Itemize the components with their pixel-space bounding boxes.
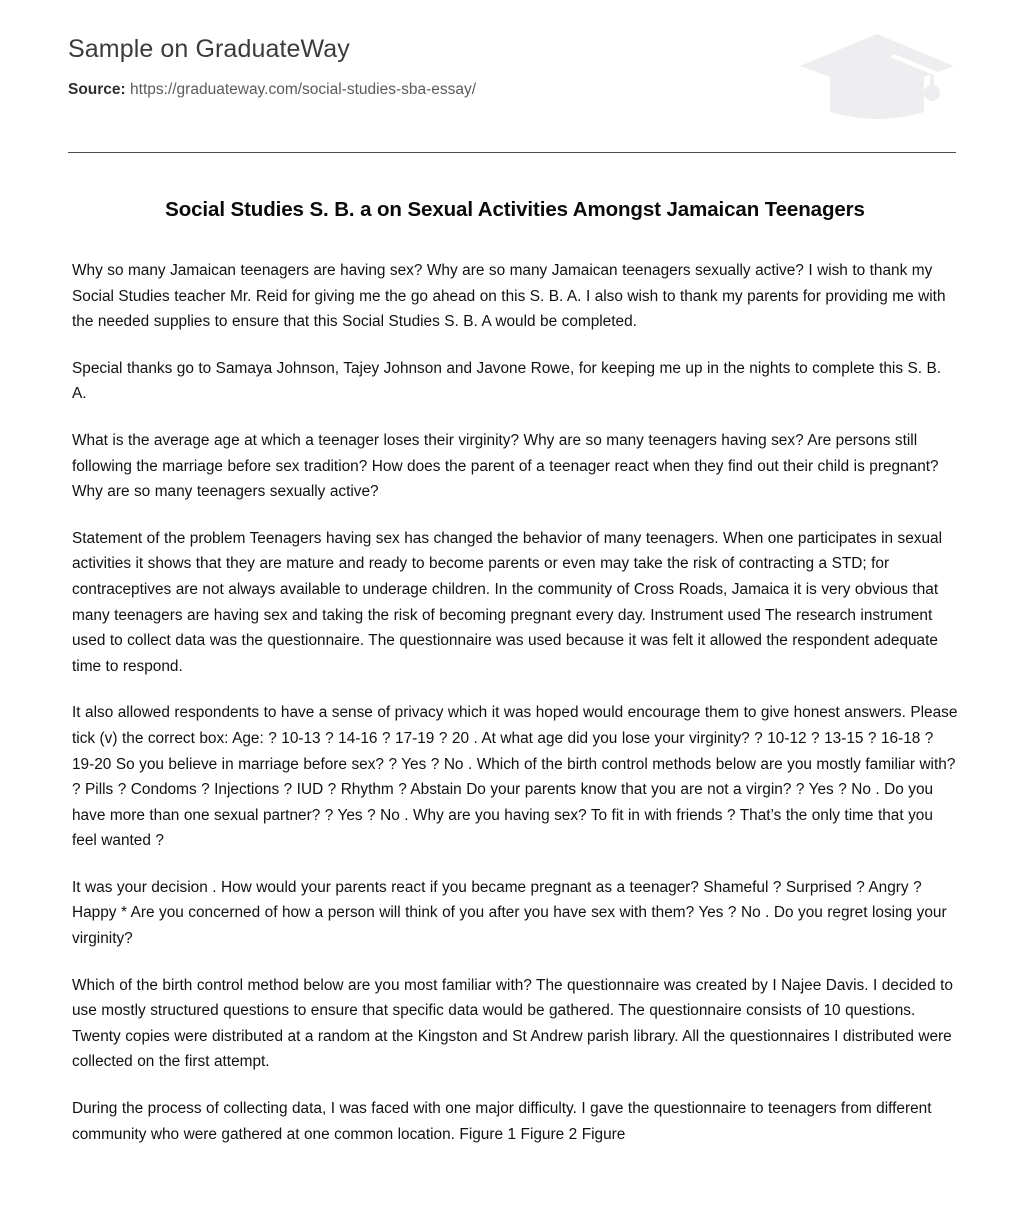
paragraph: Why so many Jamaican teenagers are having sex? Why are so many Jamaican teenagers sexually active? I wish to thank my Social Studies teacher Mr. Reid for giving me the go ahead on this S. B. A. I also wish to thank my parents for providing me with the needed supplies to ensure that this Social Studies S. B. A would be completed. xyxy=(72,262,946,331)
paragraph: During the process of collecting data, I was faced with one major difficulty. I gave the questionnaire to teenagers from different community who were gathered at one common location. Figure 1 Figure 2 Figure xyxy=(72,1100,932,1143)
page-title: Social Studies S. B. a on Sexual Activities Amongst Jamaican Teenagers xyxy=(165,198,865,221)
paragraph: Which of the birth control method below are you most familiar with? The questionnaire was created by I Najee Davis. I decided to use mostly structured questions to ensure that specific data would be gathered. The questionnaire consists of 10 questions. Twenty copies were distributed at a random at the Kingston and St Andrew parish library. All the questionnaires I distributed were collected on the first attempt. xyxy=(72,976,953,1071)
header-divider xyxy=(68,152,956,153)
article-body xyxy=(72,196,958,1147)
graduation-cap-icon xyxy=(782,30,972,130)
source-label: Source: xyxy=(68,81,126,98)
brand-title: Sample on GraduateWay xyxy=(68,35,350,63)
paragraph: Statement of the problem Teenagers having sex has changed the behavior of many teenagers. When one participates in sexual activities it shows that they are mature and ready to become parents or even may take the risk of contracting a STD; for contraceptives are not always available to underage children. In the community of Cross Roads, Jamaica it is very obvious that many teenagers are having sex and taking the risk of becoming pregnant every day. Instrument used The research instrument used to collect data was the questionnaire. The questionnaire was used because it was felt it allowed the respondent adequate time to respond. xyxy=(72,529,943,675)
paragraph: It was your decision . How would your parents react if you became pregnant as a teenager? Shameful ? Surprised ? Angry ? Happy * Are you concerned of how a person will think of you after you have sex with them? Yes ? No . Do you regret losing your virginity? xyxy=(72,878,947,948)
source-url[interactable]: https://graduateway.com/social-studies-sba-essay/ xyxy=(130,81,477,98)
paragraph: It also allowed respondents to have a sense of privacy which it was hoped would encourage them to give honest answers. Please tick (v) the correct box: Age: ? 10-13 ? 14-16 ? 17-19 ? 20 . At what age did you lose your virginity? ? 10-12 ? 13-15 ? 16-18 ? 19-20 So you believe in marriage before sex? ? Yes ? No . Which of the birth control methods below are you mostly familiar with? ? Pills ? Condoms ? Injections ? IUD ? Rhythm ? Abstain Do your parents know that you are not a virgin? ? Yes ? No . Do you have more than one sexual partner? ? Yes ? No . Why are you having sex? To fit in with friends ? That’s the only time that you feel wanted ? xyxy=(72,704,958,850)
paragraph: What is the average age at which a teenager loses their virginity? Why are so many teenagers having sex? Are persons still following the marriage before sex tradition? How does the parent of a teenager react when they find out their child is pregnant? Why are so many teenagers sexually active? xyxy=(72,431,939,501)
paragraph: Special thanks go to Samaya Johnson, Tajey Johnson and Javone Rowe, for keeping me up in the nights to complete this S. B. A. xyxy=(72,359,942,403)
